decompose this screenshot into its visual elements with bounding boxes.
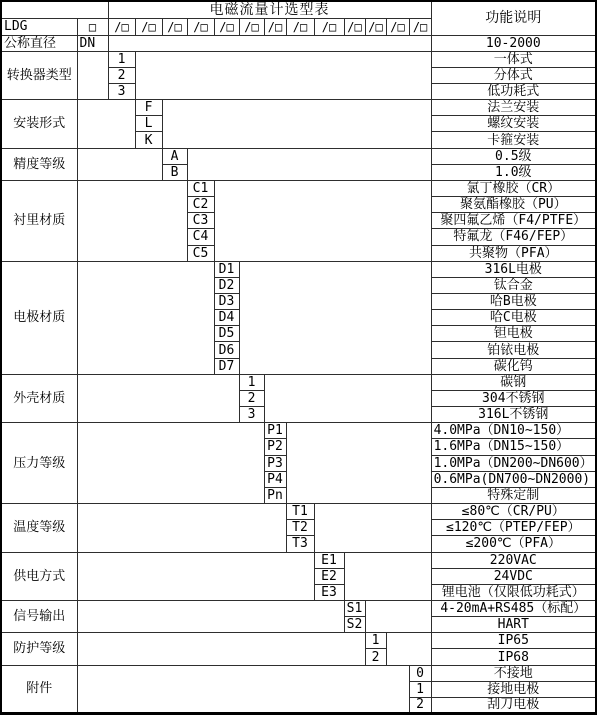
category-label: 供电方式	[1, 552, 77, 600]
spacer-cell	[77, 180, 187, 261]
spacer-cell	[135, 51, 431, 99]
option-description: HART	[431, 617, 596, 633]
option-description: 钛合金	[431, 277, 596, 293]
option-code: P2	[264, 439, 286, 455]
option-code: C3	[187, 213, 214, 229]
option-description: 0.6MPa(DN700~DN2000)	[431, 471, 596, 487]
spacer-cell	[77, 600, 344, 632]
option-description: ≤80℃（CR/PU）	[431, 504, 596, 520]
option-description: 0.5级	[431, 148, 596, 164]
option-code: Pn	[264, 487, 286, 503]
option-code: E2	[314, 568, 344, 584]
category-label: 电极材质	[1, 261, 77, 374]
spacer-cell	[239, 261, 431, 374]
table-title: 电磁流量计选型表	[108, 1, 431, 18]
option-description: 304不锈钢	[431, 390, 596, 406]
option-code: 1	[365, 633, 386, 649]
table-row	[1, 600, 596, 616]
option-code: F	[135, 100, 162, 116]
option-description: 聚四氟乙烯（F4/PTFE）	[431, 213, 596, 229]
option-code: 1	[409, 681, 431, 697]
slash-code-box-icon: /□	[286, 18, 314, 35]
slash-code-box-icon: /□	[214, 18, 239, 35]
slash-code-box-icon: /□	[187, 18, 214, 35]
spacer-cell	[365, 600, 431, 632]
option-code: C4	[187, 229, 214, 245]
option-code: 3	[239, 407, 264, 423]
spacer-cell	[264, 374, 431, 422]
option-description: 接地电极	[431, 681, 596, 697]
table-row	[1, 504, 596, 520]
option-code: E3	[314, 584, 344, 600]
option-code: D1	[214, 261, 239, 277]
option-description: 共聚物（PFA）	[431, 245, 596, 261]
category-label: 温度等级	[1, 504, 77, 552]
option-code: C5	[187, 245, 214, 261]
option-description: 锂电池（仅限低功耗式）	[431, 584, 596, 600]
option-description: 1.0级	[431, 164, 596, 180]
option-description: IP65	[431, 633, 596, 649]
category-label: 外壳材质	[1, 374, 77, 422]
slash-code-box-icon: /□	[409, 18, 431, 35]
option-code: E1	[314, 552, 344, 568]
spacer-cell	[108, 35, 431, 51]
option-code: A	[162, 148, 187, 164]
table-row	[1, 665, 596, 681]
option-description: 220VAC	[431, 552, 596, 568]
option-description: 聚氨酯橡胶（PU）	[431, 197, 596, 213]
spacer-cell	[77, 665, 409, 713]
option-code: C1	[187, 180, 214, 196]
option-code: K	[135, 132, 162, 148]
spacer-cell	[344, 552, 431, 600]
option-description: 低功耗式	[431, 83, 596, 99]
option-description: 特殊定制	[431, 487, 596, 503]
option-description: 碳化钨	[431, 358, 596, 374]
option-code: 2	[239, 390, 264, 406]
option-code: 2	[108, 67, 135, 83]
spacer-cell	[77, 51, 108, 99]
option-description: 316L电极	[431, 261, 596, 277]
option-description: 卡箍安装	[431, 132, 596, 148]
table-row	[1, 423, 596, 439]
option-description: 特氟龙（F46/FEP）	[431, 229, 596, 245]
table-row	[1, 51, 596, 67]
spacer-cell	[386, 633, 431, 665]
option-description: 不接地	[431, 665, 596, 681]
spacer-cell	[187, 148, 431, 180]
option-description: 1.0MPa（DN200~DN600）	[431, 455, 596, 471]
spacer-cell	[162, 100, 431, 148]
spacer-cell	[77, 633, 365, 665]
corner-spacer	[1, 1, 108, 18]
option-code: D5	[214, 326, 239, 342]
option-description: 螺纹安装	[431, 116, 596, 132]
option-code: 3	[108, 83, 135, 99]
option-description: IP68	[431, 649, 596, 665]
option-code: D3	[214, 294, 239, 310]
option-code: D6	[214, 342, 239, 358]
option-description: 哈B电极	[431, 294, 596, 310]
spacer-cell	[77, 261, 214, 374]
option-code: S1	[344, 600, 365, 616]
option-description: 刮刀电极	[431, 697, 596, 713]
option-code: T3	[286, 536, 314, 552]
slash-code-box-icon: /□	[108, 18, 135, 35]
slash-code-box-icon: /□	[264, 18, 286, 35]
slash-code-box-icon: /□	[135, 18, 162, 35]
option-description: 4-20mA+RS485（标配）	[431, 600, 596, 616]
table-row	[1, 180, 596, 196]
option-code: B	[162, 164, 187, 180]
category-label: 转换器类型	[1, 51, 77, 99]
option-code: 1	[239, 374, 264, 390]
spacer-cell	[77, 504, 286, 552]
option-description: 钽电极	[431, 326, 596, 342]
option-code: 0	[409, 665, 431, 681]
table-row	[1, 100, 596, 116]
table-row	[1, 1, 596, 18]
option-code: DN	[77, 35, 108, 51]
model-prefix-label: LDG	[1, 18, 77, 35]
spacer-cell	[77, 100, 135, 148]
category-label: 衬里材质	[1, 180, 77, 261]
spacer-cell	[314, 504, 431, 552]
category-label: 信号输出	[1, 600, 77, 632]
category-label: 安装形式	[1, 100, 77, 148]
option-code: D4	[214, 310, 239, 326]
option-code: P3	[264, 455, 286, 471]
category-label: 防护等级	[1, 633, 77, 665]
option-description: 氯丁橡胶（CR）	[431, 180, 596, 196]
category-label: 公称直径	[1, 35, 77, 51]
option-code: C2	[187, 197, 214, 213]
table-row	[1, 374, 596, 390]
category-label: 附件	[1, 665, 77, 713]
option-description: ≤200℃（PFA）	[431, 536, 596, 552]
option-description: 碳钢	[431, 374, 596, 390]
spacer-cell	[77, 374, 239, 422]
option-code: D7	[214, 358, 239, 374]
option-description: 1.6MPa（DN15~150）	[431, 439, 596, 455]
function-column-header: 功能说明	[431, 1, 596, 35]
option-code: 2	[365, 649, 386, 665]
spacer-cell	[77, 423, 264, 504]
table-row	[1, 552, 596, 568]
option-description: 一体式	[431, 51, 596, 67]
spacer-cell	[77, 148, 162, 180]
option-code: P1	[264, 423, 286, 439]
option-description: 10-2000	[431, 35, 596, 51]
category-label: 压力等级	[1, 423, 77, 504]
option-code: 1	[108, 51, 135, 67]
option-description: 铂铱电极	[431, 342, 596, 358]
table-row	[1, 261, 596, 277]
category-label: 精度等级	[1, 148, 77, 180]
option-description: 法兰安装	[431, 100, 596, 116]
option-description: 分体式	[431, 67, 596, 83]
spacer-cell	[77, 552, 314, 600]
table-row	[1, 148, 596, 164]
table-row	[1, 633, 596, 649]
option-description: 24VDC	[431, 568, 596, 584]
option-description: 哈C电极	[431, 310, 596, 326]
option-code: 2	[409, 697, 431, 713]
code-box-icon: □	[77, 18, 108, 35]
option-description: 4.0MPa（DN10~150）	[431, 423, 596, 439]
spacer-cell	[286, 423, 431, 504]
option-code: L	[135, 116, 162, 132]
option-code: T1	[286, 504, 314, 520]
table-row	[1, 35, 596, 51]
slash-code-box-icon: /□	[162, 18, 187, 35]
slash-code-box-icon: /□	[344, 18, 365, 35]
slash-code-box-icon: /□	[239, 18, 264, 35]
spacer-cell	[214, 180, 431, 261]
slash-code-box-icon: /□	[386, 18, 409, 35]
option-description: ≤120℃（PTEP/FEP）	[431, 520, 596, 536]
option-code: D2	[214, 277, 239, 293]
slash-code-box-icon: /□	[314, 18, 344, 35]
option-description: 316L不锈钢	[431, 407, 596, 423]
option-code: T2	[286, 520, 314, 536]
slash-code-box-icon: /□	[365, 18, 386, 35]
option-code: S2	[344, 617, 365, 633]
option-code: P4	[264, 471, 286, 487]
